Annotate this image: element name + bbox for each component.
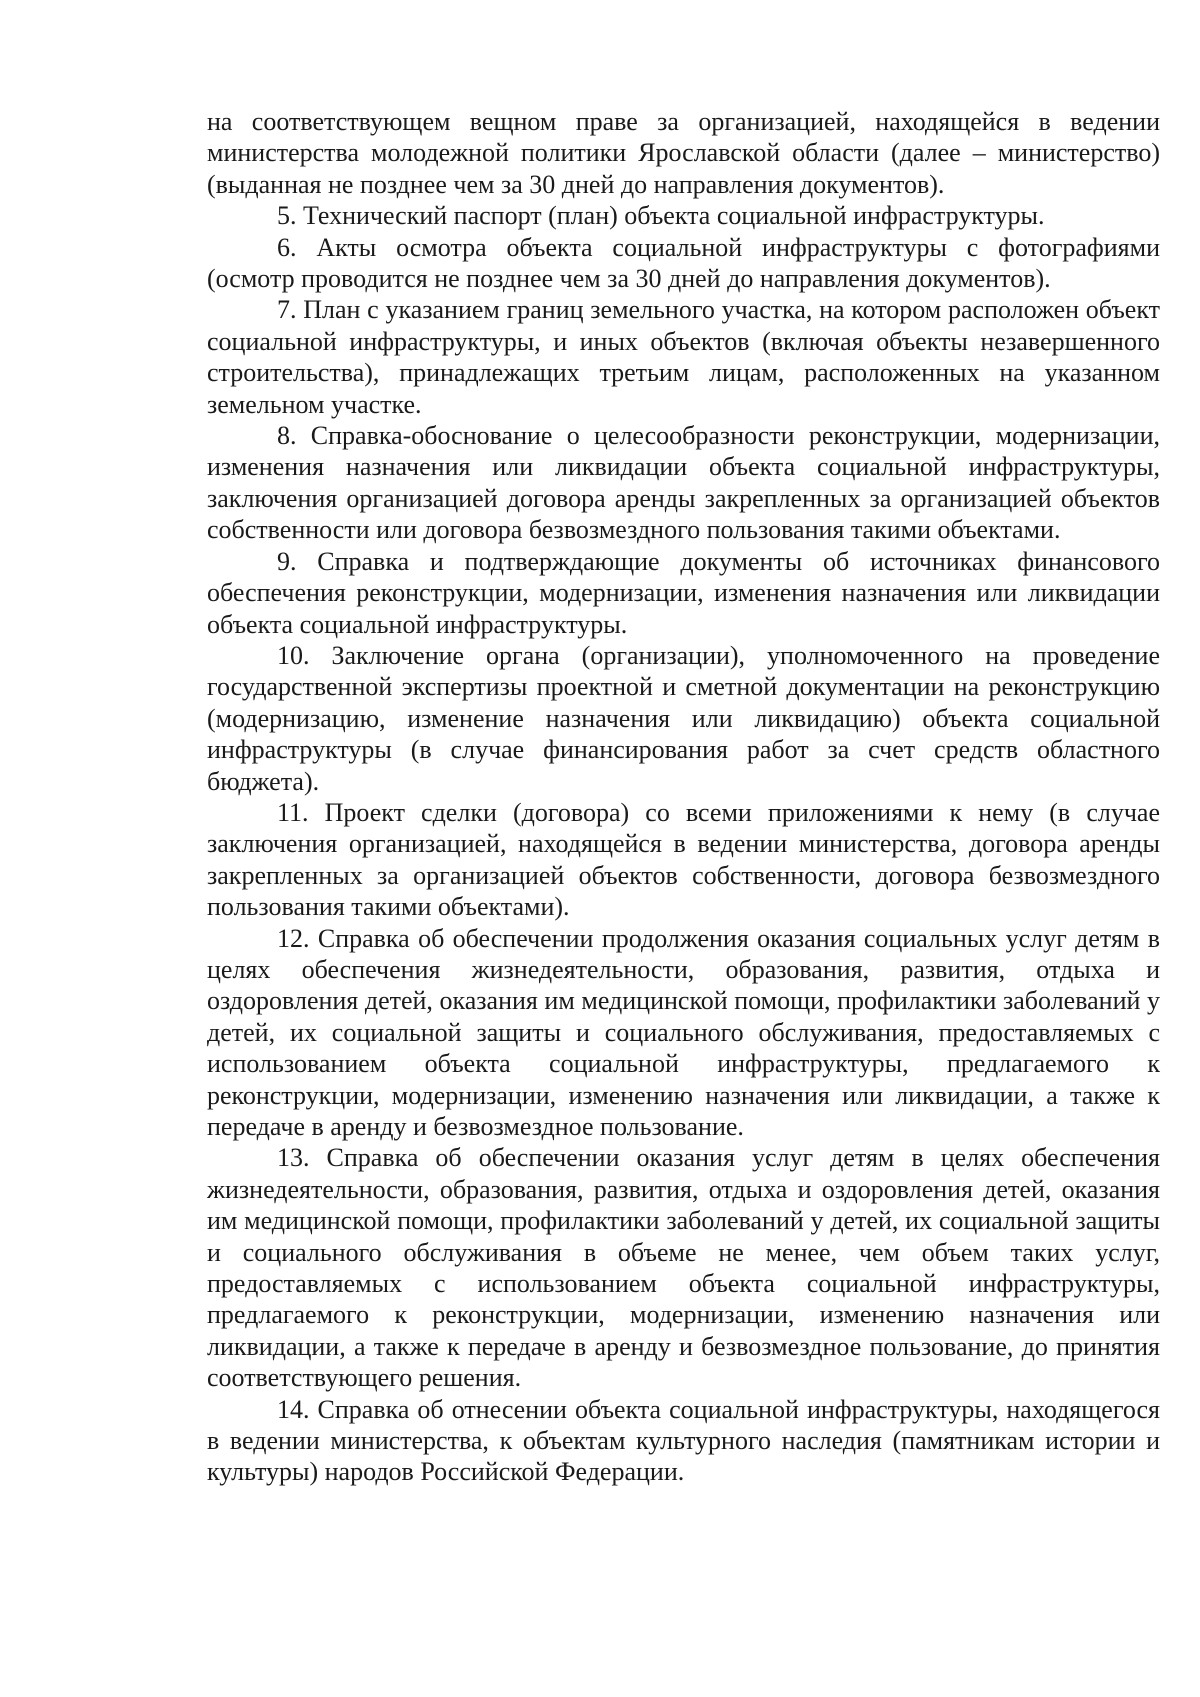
paragraph-item-6: 6. Акты осмотра объекта социальной инфраструктуры с фотографиями (осмотр проводится не позднее чем за 30 дней до направления документов). [207,232,1160,294]
paragraph-item-5: 5. Технический паспорт (план) объекта социальной инфраструктуры. [277,201,1045,231]
paragraph-item-11: 11. Проект сделки (договора) со всеми приложениями к нему (в случае заключения организацией, находящейся в ведении министерства, договора аренды закрепленных за организацией объектов собственности, договора безвозмездного пользования такими объектами). [207,797,1160,922]
paragraph-item-14: 14. Справка об отнесении объекта социальной инфраструктуры, находящегося в ведении министерства, к объектам культурного наследия (памятникам истории и культуры) народов Российской Федерации. [207,1394,1160,1487]
paragraph-item-13: 13. Справка об обеспечении оказания услуг детям в целях обеспечения жизнедеятельности, образования, развития, отдыха и оздоровления детей, оказания им медицинской помощи, профилактики заболеваний у детей, их социальной защиты и социального обслуживания в объеме не менее, чем объем таких услуг, предоставляемых с использованием объекта социальной инфраструктуры, предлагаемого к реконструкции, модернизации, изменению назначения или ликвидации, а также к передаче в аренду и безвозмездное пользование, до принятия соответствующего решения. [207,1143,1160,1393]
paragraph-item-8: 8. Справка-обоснование о целесообразности реконструкции, модернизации, изменения назначения или ликвидации объекта социальной инфраструктуры, заключения организацией договора аренды закрепленных за организацией объектов собственности или договора безвозмездного пользования такими объектами. [207,421,1160,545]
paragraph-item-9: 9. Справка и подтверждающие документы об источниках финансового обеспечения реконструкции, модернизации, изменения назначения или ликвидации объекта социальной инфраструктуры. [207,546,1160,639]
paragraph-item-7: 7. План с указанием границ земельного участка, на котором расположен объект социальной инфраструктуры, и иных объектов (включая объекты незавершенного строительства), принадлежащих третьим лицам, расположенных на указанном земельном участке. [207,295,1160,419]
paragraph-continuation: на соответствующем вещном праве за организацией, находящейся в ведении министерства молодежной политики Ярославской области (далее – министерство) (выданная не позднее чем за 30 дней до направления документов). [207,107,1160,199]
paragraph-item-10: 10. Заключение органа (организации), уполномоченного на проведение государственной экспертизы проектной и сметной документации на реконструкцию (модернизацию, изменение назначения или ликвидацию) объекта социальной инфраструктуры (в случае финансирования работ за счет средств областного бюджета). [207,640,1160,796]
paragraph-item-12: 12. Справка об обеспечении продолжения оказания социальных услуг детям в целях обеспечения жизнедеятельности, образования, развития, отдыха и оздоровления детей, оказания им медицинской помощи, профилактики заболеваний у детей, их социальной защиты и социального обслуживания, предоставляемых с использованием объекта социальной инфраструктуры, предлагаемого к реконструкции, модернизации, изменению назначения или ликвидации, а также к передаче в аренду и безвозмездное пользование. [207,923,1160,1141]
document-body [207,106,1160,1488]
